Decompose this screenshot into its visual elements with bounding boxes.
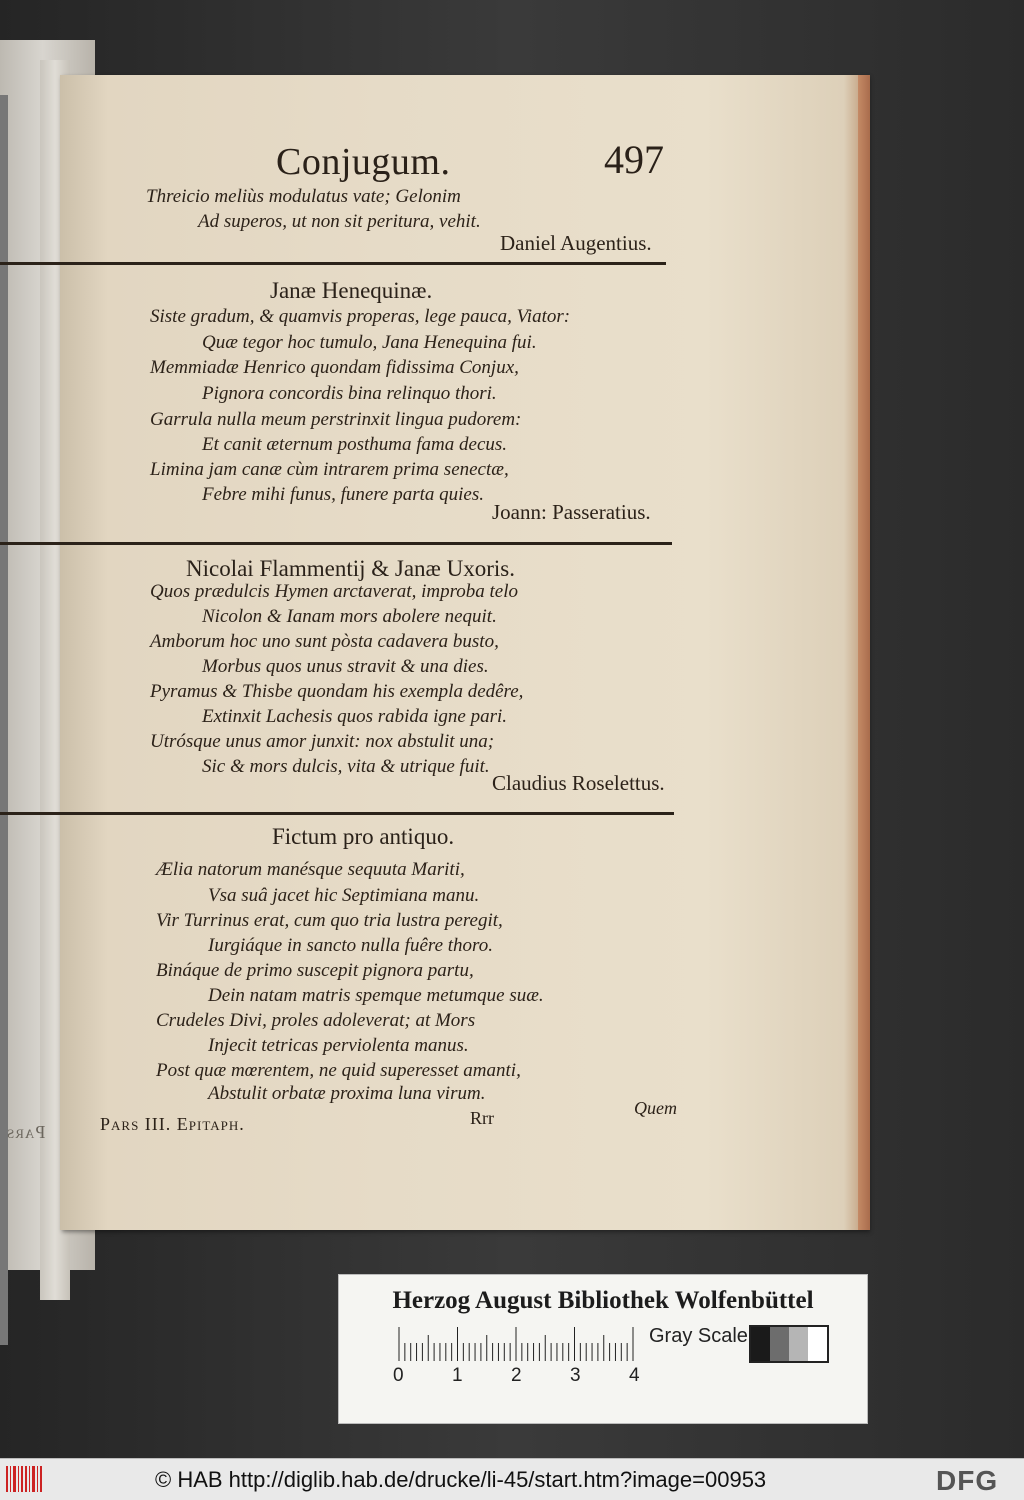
gray-swatch-cell: [789, 1327, 808, 1361]
barcode-bar: [21, 1466, 23, 1492]
facing-page-footer: Pars: [6, 1122, 46, 1142]
barcode-icon: [6, 1466, 42, 1492]
verse-line: Garrula nulla meum perstrinxit lingua pudorem:: [150, 409, 522, 430]
ruler-label: 4: [629, 1365, 640, 1386]
section-divider: [0, 542, 672, 545]
verse-line: Pignora concordis bina relinquo thori.: [202, 383, 497, 404]
page-footer-section: Pars III. Epitaph.: [100, 1114, 245, 1134]
verse-line: Abstulit orbatæ proxima luna virum.: [208, 1083, 486, 1104]
verse-line: Et canit æternum posthuma fama decus.: [202, 434, 508, 455]
verse-line: Febre mihi funus, funere parta quies.: [202, 484, 484, 505]
poem-author: Joann: Passeratius.: [492, 500, 651, 524]
ruler-scale: [397, 1327, 635, 1361]
poem-title: Fictum pro antiquo.: [272, 824, 455, 849]
gray-scale-label: Gray Scale: [649, 1325, 748, 1347]
verse-line: Limina jam canæ cùm intrarem prima senectæ,: [150, 459, 509, 480]
verse-line: Memmiadæ Henrico quondam fidissima Conjux,: [150, 357, 519, 378]
verse-line: Crudeles Divi, proles adoleverat; at Mors: [156, 1010, 476, 1031]
verse-line: Amborum hoc uno sunt pòsta cadavera busto,: [150, 631, 499, 652]
verse-line: Pyramus & Thisbe quondam his exempla dedêre,: [150, 681, 524, 702]
ruler-label: 0: [393, 1365, 404, 1386]
verse-line: Post quæ mœrentem, ne quid superesset amanti,: [156, 1060, 521, 1081]
verse-line: Morbus quos unus stravit & una dies.: [202, 656, 489, 677]
verse-line: Ælia natorum manésque sequuta Mariti,: [156, 859, 465, 880]
gray-scale-swatch: [749, 1325, 829, 1363]
ruler-label: 1: [452, 1365, 463, 1386]
barcode-bar: [13, 1466, 16, 1492]
verse-line: Dein natam matris spemque metumque suæ.: [208, 985, 544, 1006]
page-fore-edge: [858, 75, 870, 1230]
ruler-label: 2: [511, 1365, 522, 1386]
dfg-logo: DFG: [936, 1465, 999, 1496]
barcode-bar: [29, 1466, 30, 1492]
barcode-bar: [18, 1466, 19, 1492]
copyright-link[interactable]: © HAB http://diglib.hab.de/drucke/li-45/start.htm?image=00953: [155, 1467, 767, 1492]
verse-line: Nicolon & Ianam mors abolere nequit.: [202, 606, 497, 627]
poem-title: Nicolai Flammentij & Janæ Uxoris.: [186, 556, 515, 581]
gray-swatch-cell: [770, 1327, 789, 1361]
section-divider: [0, 812, 674, 815]
running-title: Conjugum.: [276, 141, 451, 183]
barcode-bar: [37, 1466, 38, 1492]
verse-line: Quos prædulcis Hymen arctaverat, improba telo: [150, 581, 518, 602]
verse-line: Bináque de primo suscepit pignora partu,: [156, 960, 474, 981]
poem-author: Claudius Roselettus.: [492, 771, 665, 795]
verse-line: Vsa suâ jacet hic Septimiana manu.: [208, 885, 480, 906]
verse-line: Ad superos, ut non sit peritura, vehit.: [198, 211, 481, 232]
catchword: Quem: [634, 1098, 677, 1118]
gray-swatch-cell: [751, 1327, 770, 1361]
scan-border: [0, 95, 8, 1345]
verse-line: Quæ tegor hoc tumulo, Jana Henequina fui.: [202, 332, 537, 353]
verse-line: Threicio meliùs modulatus vate; Gelonim: [146, 186, 461, 207]
barcode-bar: [6, 1466, 8, 1492]
ruler-label: 3: [570, 1365, 581, 1386]
verse-line: Utrósque unus amor junxit: nox abstulit una;: [150, 731, 495, 752]
verse-line: Iurgiáque in sancto nulla fuêre thoro.: [208, 935, 493, 956]
poem-title: Janæ Henequinæ.: [270, 278, 433, 303]
viewer-footer-bar: [0, 1458, 1024, 1500]
verse-line: Siste gradum, & quamvis properas, lege pauca, Viator:: [150, 306, 571, 327]
signature-mark: Rrr: [470, 1108, 494, 1128]
library-name: Herzog August Bibliothek Wolfenbüttel: [392, 1287, 814, 1314]
verse-line: Injecit tetricas perviolenta manus.: [208, 1035, 469, 1056]
library-scale-card: [338, 1274, 868, 1424]
barcode-bar: [40, 1466, 42, 1492]
poem-author: Daniel Augentius.: [500, 231, 652, 255]
verse-line: Vir Turrinus erat, cum quo tria lustra peregit,: [156, 910, 503, 931]
page-number: 497: [604, 137, 664, 182]
barcode-bar: [32, 1466, 35, 1492]
barcode-bar: [25, 1466, 27, 1492]
section-divider: [0, 262, 666, 265]
verse-line: Extinxit Lachesis quos rabida igne pari.: [202, 706, 508, 727]
verse-line: Sic & mors dulcis, vita & utrique fuit.: [202, 756, 490, 777]
barcode-bar: [10, 1466, 11, 1492]
gray-swatch-cell: [808, 1327, 827, 1361]
